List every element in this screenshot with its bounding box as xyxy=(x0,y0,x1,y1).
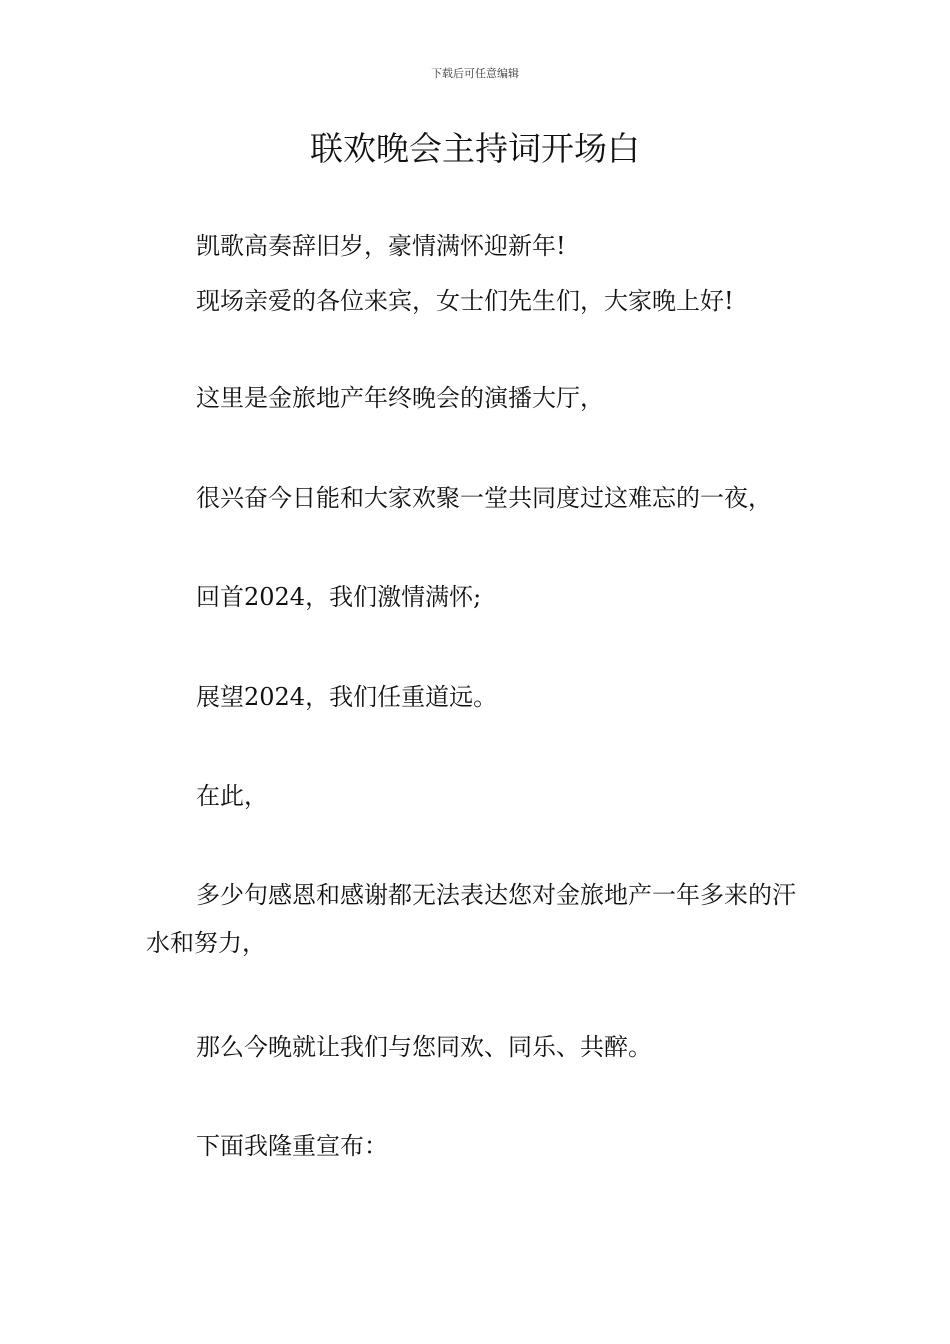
header-note: 下载后可任意编辑 xyxy=(431,67,519,80)
paragraph-3: 这里是金旅地产年终晚会的演播大厅， xyxy=(196,384,604,412)
paragraph-8: 多少句感恩和感谢都无法表达您对金旅地产一年多来的汗水和努力， xyxy=(146,881,796,957)
paragraph-9: 那么今晚就让我们与您同欢、同乐、共醉。 xyxy=(196,1033,652,1061)
document-title: 联欢晚会主持词开场白 xyxy=(310,129,640,168)
paragraph-4: 很兴奋今日能和大家欢聚一堂共同度过这难忘的一夜， xyxy=(196,484,772,512)
paragraph-1: 凯歌高奏辞旧岁，豪情满怀迎新年! xyxy=(196,232,566,260)
paragraph-5: 回首2024，我们激情满怀; xyxy=(196,583,482,611)
paragraph-7: 在此， xyxy=(196,782,268,810)
paragraph-10: 下面我隆重宣布： xyxy=(196,1132,388,1160)
paragraph-6: 展望2024，我们任重道远。 xyxy=(196,683,498,711)
paragraph-2: 现场亲爱的各位来宾，女士们先生们，大家晚上好! xyxy=(196,287,734,315)
